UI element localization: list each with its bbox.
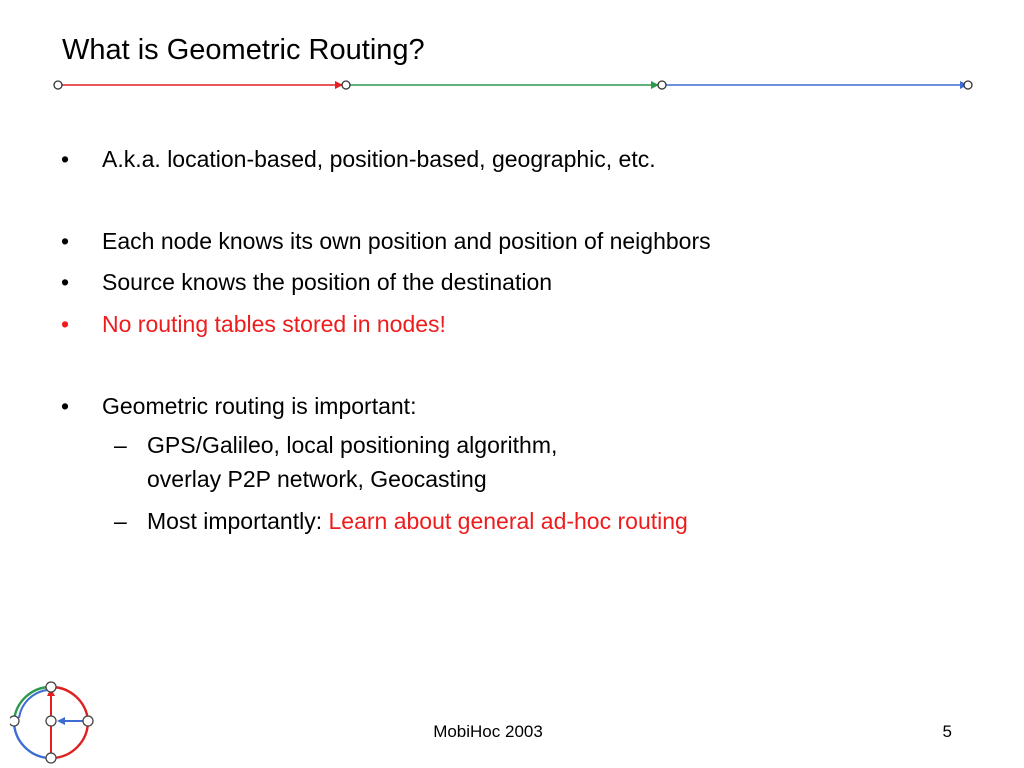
bullet-text: Each node knows its own position and position of neighbors [102,228,711,254]
bullet-marker: • [61,146,70,172]
sub-bullet-marker: – [114,432,127,458]
sub-bullet-highlight: Learn about general ad-hoc routing [328,508,688,534]
bullet-text: Geometric routing is important: [102,393,417,419]
sub-bullet-text: GPS/Galileo, local positioning algorithm, [147,432,558,458]
bullet-text: No routing tables stored in nodes! [102,311,446,337]
sub-bullet-text: overlay P2P network, Geocasting [147,466,487,492]
bullet-text: A.k.a. location-based, position-based, geographic, etc. [102,146,656,172]
bullet-marker: • [61,228,70,254]
sub-bullet-text [147,507,688,535]
sub-bullet-lead: Most importantly: [147,508,329,534]
sub-bullet-marker: – [114,508,127,534]
page-number: 5 [942,722,952,741]
bullet-marker: • [61,269,70,295]
footer-conference: MobiHoc 2003 [433,722,543,741]
slide-title: What is Geometric Routing? [62,34,425,66]
bullet-text: Source knows the position of the destination [102,269,553,295]
bullet-marker: • [61,311,70,337]
bullet-marker: • [61,393,70,419]
